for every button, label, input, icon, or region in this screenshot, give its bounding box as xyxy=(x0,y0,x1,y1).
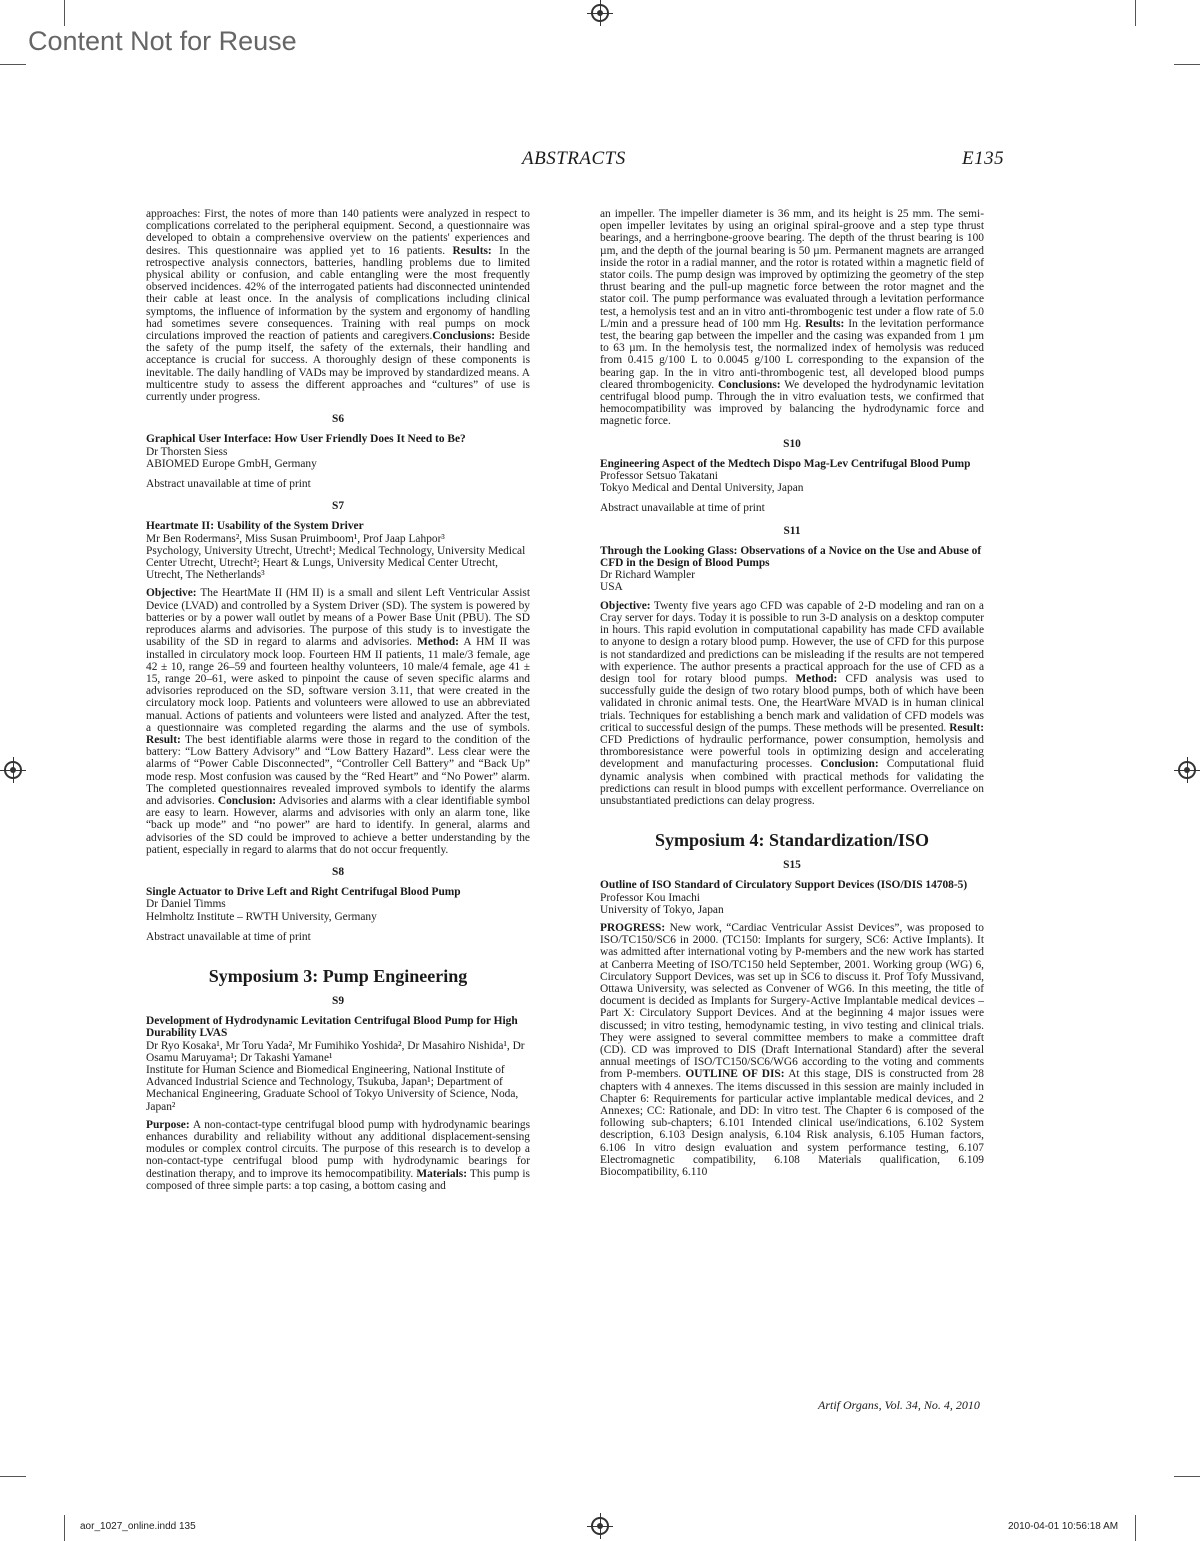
registration-mark-icon xyxy=(591,4,609,22)
abstract-affiliation: ABIOMED Europe GmbH, Germany xyxy=(146,457,317,470)
abstract-unavailable-note: Abstract unavailable at time of print xyxy=(600,502,765,515)
section-label: Results: xyxy=(452,244,492,257)
section-label: Objective: xyxy=(600,599,651,612)
section-label: Result: xyxy=(949,721,984,734)
section-label: Conclusion: xyxy=(217,794,277,807)
abstract-authors: Professor Setsuo Takatani xyxy=(600,470,718,483)
abstract-title: Outline of ISO Standard of Circulatory Support Devices (ISO/DIS 14708-5) xyxy=(600,879,968,892)
section-text: This pump is composed of three simple parts: a top casing, a bottom casing and xyxy=(146,1167,530,1192)
file-slug: aor_1027_online.indd 135 xyxy=(80,1521,196,1532)
section-text: CFD analysis was used to successfully guide the design of two rotary blood pumps, both of which have been validated in chronic animal tests. One, the HeartWare MVAD is in human clinical trials. Techniques for establishing a bench mark and validation of CFD models was critical to successful design of the pumps. These methods will be presented. xyxy=(600,672,984,734)
section-label: OUTLINE OF DIS: xyxy=(685,1068,785,1081)
section-text: New work, “Cardiac Ventricular Assist Devices”, was proposed to ISO/TC150/SC6 in 2000. (TC150: Implants for surgery, SC6: Active Implants). It was admitted after international voting by P-members and the new work has started at Canberra Meeting of ISO/TC150 held September, 2001. Working group (WG) 6, Circulatory Support Devices, was set up in SC6 to discuss it. Prof Tofy Mussivand, Ottawa University, was selected as Convener of WG6. In this meeting, the title of document is decided as Implants for Surgery-Active Implantable medical devices – Part X: Circulatory Support Devices. And at the beginning 4 major issues were discussed; in vitro testing, hemodynamic testing, in vivo testing and clinical trials. They were assigned to several committee members to make a committee draft (CD). CD was improved to DIS (Draft International Standard) after the several annual meetings of ISO/TC150/SC6/WG6 according to the voting and comments from P-members. xyxy=(600,921,984,1081)
section-label: Method: xyxy=(417,636,459,649)
abstract-authors: Dr Thorsten Siess xyxy=(146,445,228,458)
registration-mark-icon xyxy=(1178,761,1196,779)
spacer xyxy=(146,490,530,500)
section-label: Materials: xyxy=(416,1167,467,1180)
section-text: Twenty five years ago CFD was capable of 2-D modeling and ran on a Cray server for days. Today it is possible to run 3-D analysis on a desktop computer in hours. This rapid evolution in computational capability has made CFD available to anyone to design a rotary blood pump. However, the use of CFD for this purpose is not standardized and predictions can be misleading if the results are not tempered with experience. The author presents a practical approach for the use of CFD as a design tool for rotary blood pumps. xyxy=(600,599,984,685)
section-label: Conclusion: xyxy=(820,758,879,771)
running-head-page: E135 xyxy=(962,148,1005,169)
abstract-paragraph: approaches: First, the notes of more than 140 patients were analyzed in respect to complications correlated to the peripheral equipment. Second, a questionnaire was developed to obtain a comprehensive overview on the patients' experiences and desires. This questionnaire was applied yet to 16 patients. xyxy=(146,208,530,257)
section-text: We developed the hydrodynamic levitation centrifugal blood pump. Through the in vitro evaluation tests, we confirmed that hemocompatibility was improved by balancing the hydrodynamic force and magnetic force. xyxy=(600,378,984,428)
abstract-title: Through the Looking Glass: Observations of a Novice on the Use and Abuse of CFD in the Design of Blood Pumps xyxy=(600,544,982,570)
section-label: Results: xyxy=(805,317,845,330)
abstract-paragraph xyxy=(600,922,984,1080)
abstract-affiliation: Helmholtz Institute – RWTH University, Germany xyxy=(146,910,377,923)
spacer xyxy=(600,515,984,525)
crop-mark xyxy=(1135,1515,1136,1541)
running-head-section: ABSTRACTS xyxy=(522,148,626,169)
section-label: Conclusions: xyxy=(432,330,495,343)
section-text: The HeartMate II (HM II) is a small and silent Left Ventricular Assist Device (LVAD) and controlled by a System Driver (SD). The system is powered by batteries or by a power wall outlet by means of a Power Base Unit (PBU). The SD reproduces alarms and advisories. The purpose of this study is to investigate the usability of the SD in regard to alarms and advisories. xyxy=(146,587,530,649)
symposium-heading: Symposium 3: Pump Engineering xyxy=(208,965,468,986)
section-text: Beside the safety of the pump itself, the safety of the externals, their handling and acceptance is crucial for success. A thoroughly design of these components is inevitable. The daily handling of VADs may be improved by standardized means. A multicentre study to assess the different approaches and “cultures” of use is currently under progress. xyxy=(146,330,530,404)
registration-mark-icon xyxy=(4,761,22,779)
crop-mark xyxy=(64,0,65,26)
abstract-number: S9 xyxy=(331,994,345,1007)
abstract-paragraph: an impeller. The impeller diameter is 36 mm, and its height is 25 mm. The semi-open impeller levitates by using an original spiral-groove and a step type thrust bearings, and a herringbone-groove bearing. The depth of the thrust bearing is 100 µm, and the depth of the journal bearing is 50 µm. Permanent magnets are arranged inside the rotor in a radial manner, and the rotor is rotated within a magnetic field of stator coils. The pump design was improved by optimizing the geometry of the step thrust bearing and the pull-up magnetic force between the rotor magnet and the stator coil. The pump performance was evaluated through a levitation performance test, a hemolysis test and an in vitro anti-thrombogenic test under a flow rate of 5.0 L/min and a pressure head of 100 mm Hg. xyxy=(600,208,984,330)
crop-mark xyxy=(1174,1476,1200,1477)
abstract-title: Engineering Aspect of the Medtech Dispo Mag-Lev Centrifugal Blood Pump xyxy=(600,457,971,470)
crop-mark xyxy=(0,64,26,65)
section-label: Purpose: xyxy=(146,1118,190,1131)
section-label: Conclusions: xyxy=(717,378,781,391)
abstract-title: Graphical User Interface: How User Friendly Does It Need to Be? xyxy=(146,433,466,446)
abstract-affiliation: Psychology, University Utrecht, Utrecht¹; Medical Technology, University Medical Center Utrecht, Utrecht²; Heart & Lungs, University Medical Center Utrecht, Utrecht, The Netherlands³ xyxy=(146,544,526,582)
abstract-unavailable-note: Abstract unavailable at time of print xyxy=(146,478,311,491)
abstract-number: S8 xyxy=(331,865,345,878)
section-text: In the retrospective analysis connectors, batteries, handling problems due to limited physical ability or confusion, and cable entangling were the most frequently observed incidences. 42% of the interrogated patients had disconnected unintended their cable at least once. In the analysis of complications including clinical symptoms, the influence of information by the system and ergonomy of handling had sometimes severe consequences. Training with real pumps on mock circulations improved the reaction of patients and caregivers. xyxy=(146,244,530,343)
section-label: Objective: xyxy=(146,587,197,600)
abstract-unavailable-note: Abstract unavailable at time of print xyxy=(146,930,311,943)
abstract-authors: Professor Kou Imachi xyxy=(600,891,700,904)
section-text: A non-contact-type centrifugal blood pump with hydrodynamic bearings enhances durability and reliability without any additional displacement-sensing modules or complex control circuits. The purpose of this research is to develop a non-contact-type centrifugal blood pump with hydrodynamic bearings for destination therapy, and to improve its hemocompatibility. xyxy=(146,1118,530,1180)
abstract-authors: Dr Ryo Kosaka¹, Mr Toru Yada², Mr Fumihiko Yoshida², Dr Masahiro Nishida¹, Dr Osamu Maruyama¹; Dr Takashi Yamane¹ xyxy=(146,1039,525,1064)
abstract-number: S7 xyxy=(331,500,345,513)
right-column xyxy=(600,208,984,1178)
abstract-authors: Dr Daniel Timms xyxy=(146,898,226,911)
spacer xyxy=(146,403,530,413)
symposium-heading: Symposium 4: Standardization/ISO xyxy=(654,830,930,851)
spacer xyxy=(146,856,530,866)
abstract-title: Heartmate II: Usability of the System Driver xyxy=(146,520,364,533)
section-label: Method: xyxy=(795,672,838,685)
abstract-affiliation: Tokyo Medical and Dental University, Japan xyxy=(600,482,804,495)
section-text: CFD Predictions of hydraulic performance, power consumption, hemolysis and thromboresistance were powerful tools in optimizing design and accelerating development and manufacturing processes. xyxy=(600,733,984,771)
section-label: PROGRESS: xyxy=(600,921,666,934)
spacer xyxy=(600,428,984,438)
section-text: In the levitation performance test, the bearing gap between the impeller and the casing was expanded from 1 µm to 63 µm. In the hemolysis test, the normalized index of hemolysis was reduced from 0.415 g/100 L to 0.0045 g/100 L corresponding to the expansion of the bearing gap. In the in vitro anti-thrombogenic test, all developed blood pumps cleared thrombogenicity. xyxy=(600,317,984,391)
abstract-paragraph xyxy=(600,1068,984,1178)
abstract-affiliation: Institute for Human Science and Biomedical Engineering, National Institute of Advanced Industrial Science and Technology, Tsukuba, Japan¹; Department of Mechanical Engineering, Graduate School of Tokyo University of Science, Noda, Japan² xyxy=(146,1063,519,1113)
abstract-authors: Mr Ben Rodermans², Miss Susan Pruimboom¹, Prof Jaap Lahpor³ xyxy=(146,532,445,545)
journal-citation: Artif Organs, Vol. 34, No. 4, 2010 xyxy=(818,1398,980,1412)
abstract-number: S11 xyxy=(783,524,801,537)
abstract-affiliation: University of Tokyo, Japan xyxy=(600,903,724,916)
section-text: Advisories and alarms with a clear identifiable symbol are easy to learn. However, alarms and advisories with only an alarm tone, like “back up mode” and “no power” are hard to identify. In general, alarms and advisories of the SD could be improved to achieve a better understanding by the patient, especially in regard to alarms that do not occur frequently. xyxy=(146,794,530,856)
section-label: Result: xyxy=(146,733,181,746)
print-timestamp: 2010-04-01 10:56:18 AM xyxy=(1008,1521,1119,1532)
abstract-number: S10 xyxy=(783,437,801,450)
abstract-title: Single Actuator to Drive Left and Right Centrifugal Blood Pump xyxy=(146,886,461,899)
left-column xyxy=(146,208,530,1192)
abstract-affiliation: USA xyxy=(600,581,623,594)
abstract-authors: Dr Richard Wampler xyxy=(600,569,696,582)
section-text: A HM II was installed in circulatory mock loop. Fourteen HM II patients, 11 male/3 female, age 42 ± 10, range 26–59 and fourteen healthy volunteers, 10 male/4 female, age 41 ± 15, range 20–61, were asked to pinpoint the cause of seven specific alarms and advisories reproduced on the SD, software version 3.11, that were created in the circulatory mock loop. Patients and volunteers were allowed to use an abbreviated manual. Actions of patients and volunteers were listed and analyzed. After the test, a questionnaire was completed regarding the alarms and the use of symbols. xyxy=(146,636,531,734)
abstract-paragraph xyxy=(146,636,530,733)
registration-mark-icon xyxy=(591,1517,609,1535)
abstract-number: S15 xyxy=(783,859,801,872)
section-text: The best identifiable alarms were those in regard to the condition of the battery: “Low Battery Advisory” and “Low Battery Hazard”. Less clear were the alarms of “Power Cable Disconnected”, “Controller Cell Battery” and “Back Up” mode resp. Most confusion was caused by the “Red Heart” and “No Power” alarm. The completed questionnaires revealed improved symbols to identify the alarms and advisories. xyxy=(146,733,530,807)
crop-mark xyxy=(64,1515,65,1541)
section-text: Computational fluid dynamic analysis when combined with practical methods for validating the predictions can result in blood pumps with excellent performance. Overreliance on unsubstantiated predictions can delay progress. xyxy=(600,758,984,807)
crop-mark xyxy=(1135,0,1136,26)
crop-mark xyxy=(0,1476,26,1477)
abstract-paragraph xyxy=(146,245,530,342)
section-text: At this stage, DIS is constructed from 28 chapters with 4 annexes. The items discussed in this session are mainly included in Chapter 6: Requirements for particular active implantable medical devices, and 2 Annexes; CC: Rationale, and DD: In vitro test. The Chapter 6 is composed of the following sub-chapters; 6.101 Intended clinical use/indications, 6.102 System description, 6.103 Design analysis, 6.104 Risk analysis, 6.105 Human factors, 6.106 In vitro design evaluation and system performance testing, 6.107 Electromagnetic compatibility, 6.108 Materials qualification, 6.109 Biocompatibility, 6.110 xyxy=(600,1068,984,1179)
watermark: Content Not for Reuse xyxy=(28,26,297,56)
abstract-number: S6 xyxy=(331,413,345,426)
abstract-title: Development of Hydrodynamic Levitation Centrifugal Blood Pump for High Durability LVAS xyxy=(146,1015,518,1040)
crop-mark xyxy=(1174,64,1200,65)
